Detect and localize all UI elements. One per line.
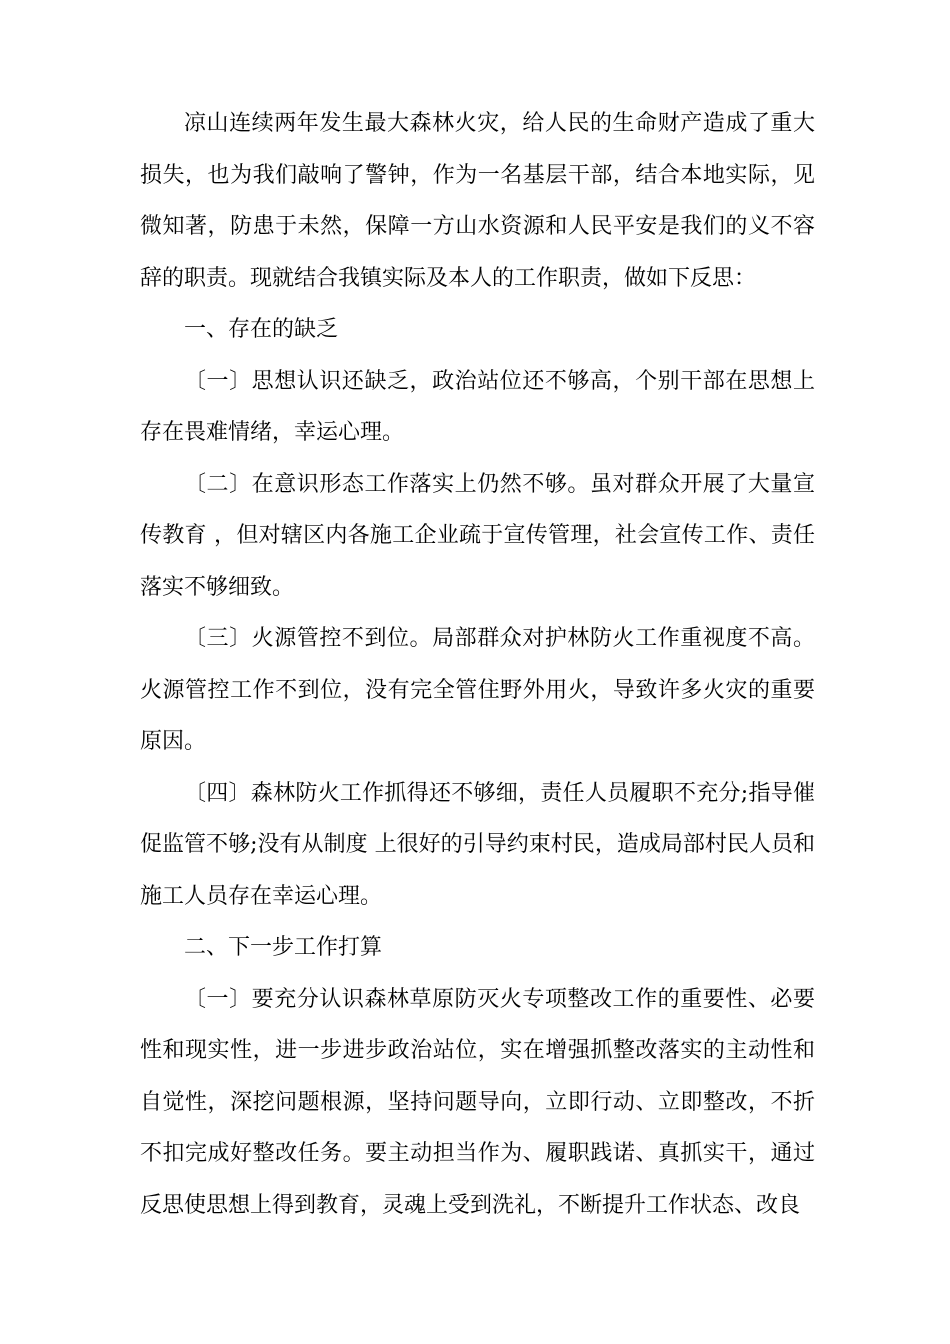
- document-body: [140, 98, 815, 1231]
- paragraph-plan-1: 〔一〕要充分认识森林草原防灭火专项整改工作的重要性、必要性和现实性，进一步进步政治站位，实在增强抓整改落实的主动性和自觉性，深挖问题根源，坚持问题导向，立即行动、立即整改，不折不扣完成好整改任务。要主动担当作为、履职践诺、真抓实干，通过反思使思想上得到教育，灵魂上受到洗礼，不断提升工作状态、改良: [140, 986, 815, 1218]
- paragraph-intro: 凉山连续两年发生最大森林火灾，给人民的生命财产造成了重大损失，也为我们敲响了警钟，作为一名基层干部，结合本地实际，见微知著，防患于未然，保障一方山水资源和人民平安是我们的义不容辞的职责。现就结合我镇实际及本人的工作职责，做如下反思：: [140, 111, 815, 291]
- section-heading-1: 一、存在的缺乏: [184, 317, 339, 342]
- paragraph-shortcoming-1: 〔一〕思想认识还缺乏，政治站位还不够高，个别干部在思想上存在畏难情绪，幸运心理。: [140, 368, 815, 445]
- paragraph-shortcoming-4: 〔四〕森林防火工作抓得还不够细，责任人员履职不充分;指导催促监管不够;没有从制度 上很好的引导约束村民，造成局部村民人员和施工人员存在幸运心理。: [140, 780, 815, 909]
- paragraph-shortcoming-2: 〔二〕在意识形态工作落实上仍然不够。虽对群众开展了大量宣传教育 ，但对辖区内各施工企业疏于宣传管理，社会宣传工作、责任落实不够细致。: [140, 471, 815, 600]
- section-heading-2: 二、下一步工作打算: [184, 935, 383, 960]
- paragraph-shortcoming-3: 〔三〕火源管控不到位。局部群众对护林防火工作重视度不高。火源管控工作不到位，没有完全管住野外用火，导致许多火灾的重要原因。: [140, 626, 815, 754]
